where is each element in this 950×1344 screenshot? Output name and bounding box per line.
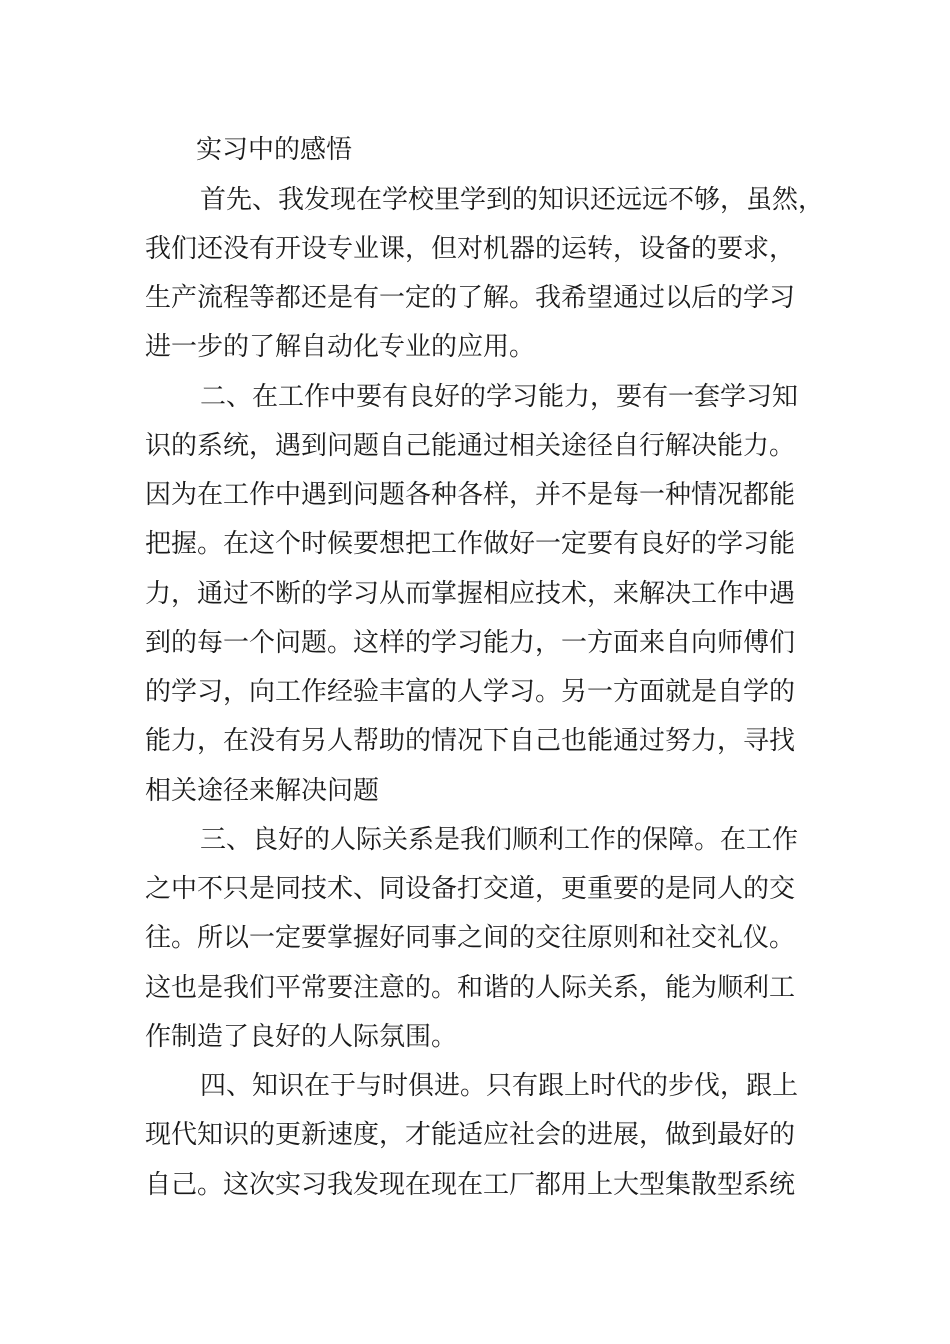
text-line: 自己。这次实习我发现在现在工厂都用上大型集散型系统 bbox=[145, 1170, 796, 1200]
text-line: 首先、我发现在学校里学到的知识还远远不够，虽然， bbox=[200, 185, 825, 215]
document-title: 实习中的感悟 bbox=[196, 135, 353, 165]
text-line: 作制造了良好的人际氛围。 bbox=[145, 1022, 458, 1052]
text-line: 三、良好的人际关系是我们顺利工作的保障。在工作 bbox=[200, 825, 799, 855]
text-line: 这也是我们平常要注意的。和谐的人际关系，能为顺利工 bbox=[145, 973, 796, 1003]
text-line: 识的系统，遇到问题自己能通过相关途径自行解决能力。 bbox=[145, 431, 796, 461]
text-line: 我们还没有开设专业课，但对机器的运转，设备的要求， bbox=[145, 234, 796, 264]
text-line: 二、在工作中要有良好的学习能力，要有一套学习知 bbox=[200, 382, 799, 412]
text-line: 之中不只是同技术、同设备打交道，更重要的是同人的交 bbox=[145, 874, 796, 904]
text-line: 现代知识的更新速度，才能适应社会的进展，做到最好的 bbox=[145, 1120, 796, 1150]
text-line: 的学习，向工作经验丰富的人学习。另一方面就是自学的 bbox=[145, 677, 796, 707]
text-line: 因为在工作中遇到问题各种各样，并不是每一种情况都能 bbox=[145, 480, 796, 510]
text-line: 力，通过不断的学习从而掌握相应技术，来解决工作中遇 bbox=[145, 579, 796, 609]
text-line: 相关途径来解决问题 bbox=[145, 776, 380, 806]
text-line: 四、知识在于与时俱进。只有跟上时代的步伐，跟上 bbox=[200, 1071, 799, 1101]
text-line: 能力，在没有另人帮助的情况下自己也能通过努力，寻找 bbox=[145, 726, 796, 756]
text-line: 往。所以一定要掌握好同事之间的交往原则和社交礼仪。 bbox=[145, 923, 796, 953]
text-line: 把握。在这个时候要想把工作做好一定要有良好的学习能 bbox=[145, 529, 796, 559]
text-line: 生产流程等都还是有一定的了解。我希望通过以后的学习 bbox=[145, 283, 796, 313]
text-line: 到的每一个问题。这样的学习能力，一方面来自向师傅们 bbox=[145, 628, 796, 658]
text-line: 进一步的了解自动化专业的应用。 bbox=[145, 332, 536, 362]
